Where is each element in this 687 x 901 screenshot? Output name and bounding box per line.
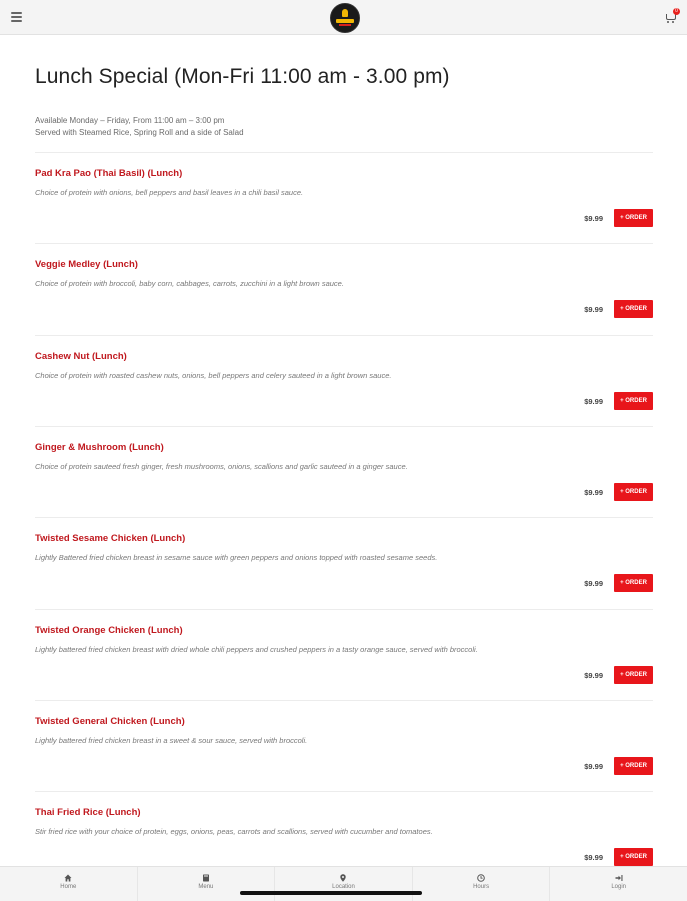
order-button-label: ORDER (625, 306, 647, 313)
intro-availability: Available Monday – Friday, From 11:00 am – 3:00 pm (35, 116, 225, 125)
menu-item-price: $9.99 (584, 670, 603, 680)
order-plus-icon: + (620, 488, 626, 495)
order-button[interactable] (614, 209, 653, 227)
menu-item[interactable] (35, 335, 653, 427)
menu-item-name[interactable]: Cashew Nut (Lunch) (35, 350, 127, 362)
login-icon (615, 874, 623, 882)
logo-underline (339, 24, 351, 26)
intro-served-with: Served with Steamed Rice, Spring Roll and a side of Salad (35, 127, 244, 137)
menu-item-price: $9.99 (584, 305, 603, 315)
order-button[interactable] (614, 300, 653, 318)
menu-item[interactable] (35, 609, 653, 701)
section-intro (35, 115, 244, 138)
order-button-label: ORDER (625, 215, 647, 221)
cart-wheel-left (667, 21, 669, 23)
menu-item-description: Choice of protein sauteed fresh ginger, fresh mushrooms, onions, scallions and garlic sauteed in a ginger sauce. (35, 461, 408, 471)
menu-item-name[interactable]: Ginger & Mushroom (Lunch) (35, 441, 164, 453)
home-icon (64, 874, 72, 882)
menu-item-price: $9.99 (584, 396, 603, 406)
bottom-nav (0, 866, 687, 901)
order-button-label: ORDER (625, 488, 647, 495)
order-button[interactable] (614, 483, 653, 501)
menu-item-price: $9.99 (584, 214, 603, 223)
menu-item-name[interactable]: Twisted Sesame Chicken (Lunch) (35, 533, 186, 545)
cart-icon[interactable] (665, 8, 678, 24)
order-button[interactable] (614, 574, 653, 592)
menu-item-price: $9.99 (584, 579, 603, 589)
cart-count-badge: 0 (673, 8, 680, 15)
book-icon (202, 874, 210, 882)
menu-item-description: Choice of protein with broccoli, baby corn, cabbages, carrots, zucchini in a light brown sauce. (35, 279, 344, 289)
logo-band (336, 19, 354, 23)
menu-item-name[interactable]: Twisted General Chicken (Lunch) (35, 715, 185, 727)
order-plus-icon: + (620, 762, 626, 769)
clock-icon (477, 874, 485, 882)
order-plus-icon: + (620, 580, 626, 587)
menu-item[interactable] (35, 243, 653, 335)
menu-item[interactable] (35, 152, 653, 244)
tab-hours-label: Hours (473, 884, 490, 890)
menu-item-description: Lightly battered fried chicken breast with dried whole chili peppers and crushed peppers in a tasty orange sauce, served with broccoli. (35, 644, 478, 654)
tab-login[interactable] (550, 867, 687, 901)
menu-item-description: Choice of protein with onions, bell peppers and basil leaves in a chili basil sauce. (35, 188, 304, 197)
home-indicator (240, 891, 422, 895)
order-button-label: ORDER (625, 854, 647, 861)
menu-item[interactable] (35, 426, 653, 518)
top-bar (0, 0, 687, 35)
tab-location[interactable] (275, 867, 413, 901)
tab-menu-label: Menu (198, 884, 214, 890)
menu-item[interactable] (35, 517, 653, 609)
order-button-label: ORDER (625, 580, 647, 587)
order-plus-icon: + (620, 215, 626, 221)
order-plus-icon: + (620, 671, 626, 678)
menu-item-name[interactable]: Twisted Orange Chicken (Lunch) (35, 624, 183, 636)
order-button-label: ORDER (625, 397, 647, 404)
menu-item-name[interactable]: Thai Fried Rice (Lunch) (35, 807, 141, 819)
menu-item-description: Lightly battered fried chicken breast in a sweet & sour sauce, served with broccoli. (35, 735, 308, 745)
order-plus-icon: + (620, 306, 626, 313)
order-button[interactable] (614, 848, 653, 866)
menu-item-name[interactable]: Veggie Medley (Lunch) (35, 259, 138, 271)
cart-wheel-right (672, 21, 674, 23)
tab-hours[interactable] (413, 867, 551, 901)
order-button-label: ORDER (625, 671, 647, 678)
order-button[interactable] (614, 666, 653, 684)
menu-item-price: $9.99 (584, 761, 603, 771)
order-plus-icon: + (620, 854, 626, 861)
tab-menu[interactable] (138, 867, 276, 901)
menu-item-price: $9.99 (584, 853, 603, 863)
order-plus-icon: + (620, 397, 626, 404)
menu-item-name[interactable]: Pad Kra Pao (Thai Basil) (Lunch) (35, 168, 183, 179)
menu-item-description: Choice of protein with roasted cashew nuts, onions, bell peppers and celery sauteed in a light brown sauce. (35, 370, 392, 380)
tab-home-label: Home (60, 884, 77, 890)
tab-login-label: Login (611, 884, 627, 890)
logo-mark (342, 9, 348, 17)
map-pin-icon (339, 874, 347, 882)
menu-item[interactable] (35, 700, 653, 792)
hamburger-icon[interactable] (11, 12, 22, 22)
menu-item-description: Stir fried rice with your choice of protein, eggs, onions, peas, carrots and scallions, served with cucumber and tomatoes. (35, 827, 433, 837)
restaurant-logo[interactable] (330, 3, 360, 33)
order-button-label: ORDER (625, 762, 647, 769)
order-button[interactable] (614, 392, 653, 410)
tab-home[interactable] (0, 867, 138, 901)
menu-item-price: $9.99 (584, 487, 603, 497)
page-title: Lunch Special (Mon-Fri 11:00 am - 3.00 pm) (35, 65, 450, 88)
order-button[interactable] (614, 757, 653, 775)
cart-basket-shape (666, 14, 676, 20)
menu-item-description: Lightly Battered fried chicken breast in sesame sauce with green peppers and onions topped with roasted sesame seeds. (35, 553, 438, 563)
tab-location-label: Location (332, 884, 355, 890)
